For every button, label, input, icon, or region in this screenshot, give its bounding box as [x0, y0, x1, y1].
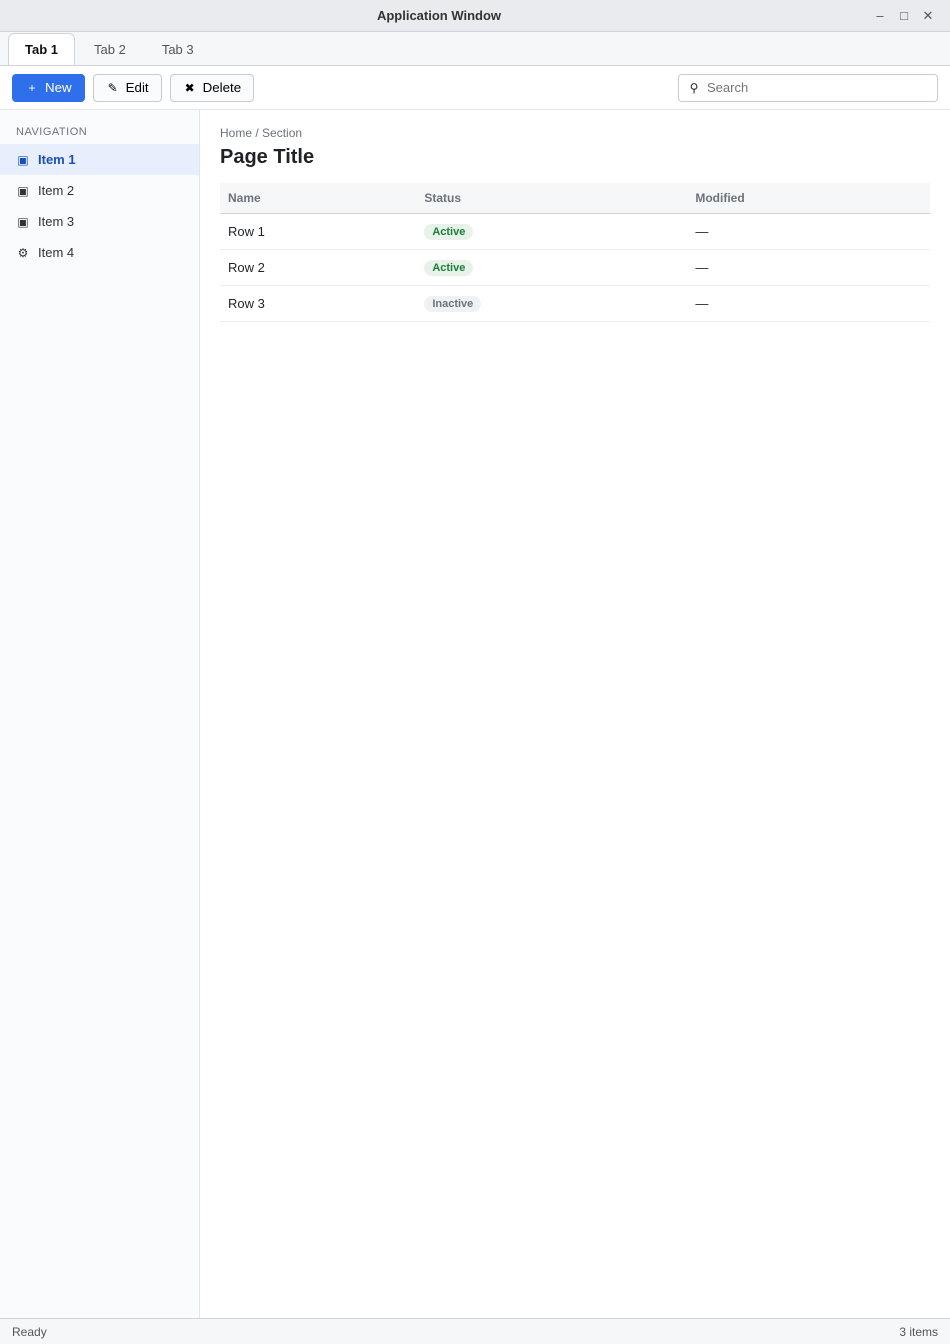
new-button[interactable] [12, 74, 85, 102]
delete-button-label: Delete [202, 80, 242, 95]
search-box [678, 74, 938, 102]
folder-icon: ▣ [17, 152, 29, 167]
row-name: Row 3 [220, 286, 416, 322]
breadcrumb[interactable]: Home / Section [220, 126, 303, 140]
maximize-icon[interactable]: □ [900, 8, 908, 23]
search-input[interactable] [707, 80, 929, 95]
search-icon: ⚲ [689, 80, 699, 95]
close-icon[interactable]: ✕ [922, 7, 934, 23]
row-status-cell [416, 250, 687, 286]
title-bar [0, 0, 950, 32]
table-header-row [220, 183, 930, 214]
edit-button[interactable] [93, 74, 162, 102]
pencil-icon: ✎ [107, 80, 118, 95]
row-modified: — [687, 250, 930, 286]
sidebar-item-2[interactable] [0, 175, 199, 206]
content-area [0, 110, 950, 1318]
column-header[interactable]: Name [220, 183, 416, 214]
delete-button[interactable] [170, 74, 255, 102]
tab-1[interactable]: Tab 1 [8, 33, 75, 65]
edit-button-label: Edit [125, 80, 149, 95]
sidebar-item-4[interactable] [0, 237, 199, 268]
table-row[interactable] [220, 250, 930, 286]
sidebar-item-label: Item 3 [38, 214, 75, 229]
column-header[interactable]: Modified [687, 183, 930, 214]
plus-icon: + [28, 80, 36, 95]
table-row[interactable] [220, 214, 930, 250]
column-header[interactable]: Status [416, 183, 687, 214]
table-body [220, 214, 930, 322]
status-badge: Active [424, 260, 473, 276]
folder-icon: ▣ [17, 214, 29, 229]
toolbar [0, 66, 950, 110]
sidebar-item-label: Item 1 [38, 152, 76, 167]
tab-2[interactable]: Tab 2 [94, 42, 126, 57]
gear-icon: ⚙ [17, 245, 29, 260]
row-name: Row 2 [220, 250, 416, 286]
window-title: Application Window [376, 8, 502, 23]
row-modified: — [687, 214, 930, 250]
page-title: Page Title [220, 146, 315, 168]
tab-strip [0, 32, 950, 66]
row-modified: — [687, 286, 930, 322]
trash-icon: ✖ [184, 80, 195, 95]
sidebar-heading: NAVIGATION [16, 126, 88, 138]
sidebar-item-3[interactable] [0, 206, 199, 237]
data-table [220, 183, 930, 322]
status-text: Ready [12, 1324, 47, 1339]
row-name: Row 1 [220, 214, 416, 250]
status-bar [0, 1318, 950, 1344]
sidebar-item-1[interactable] [0, 144, 199, 175]
status-badge: Active [424, 224, 473, 240]
main-panel [200, 110, 950, 1318]
row-status-cell [416, 286, 687, 322]
tab-3[interactable]: Tab 3 [161, 42, 194, 57]
status-badge: Inactive [424, 296, 481, 312]
sidebar-item-label: Item 4 [38, 245, 75, 260]
folder-icon: ▣ [17, 183, 29, 198]
sidebar-item-label: Item 2 [38, 183, 75, 198]
new-button-label: New [45, 80, 72, 95]
table-row[interactable] [220, 286, 930, 322]
item-count: 3 items [899, 1324, 938, 1339]
minimize-icon[interactable]: – [876, 8, 884, 23]
row-status-cell [416, 214, 687, 250]
sidebar [0, 110, 200, 1318]
